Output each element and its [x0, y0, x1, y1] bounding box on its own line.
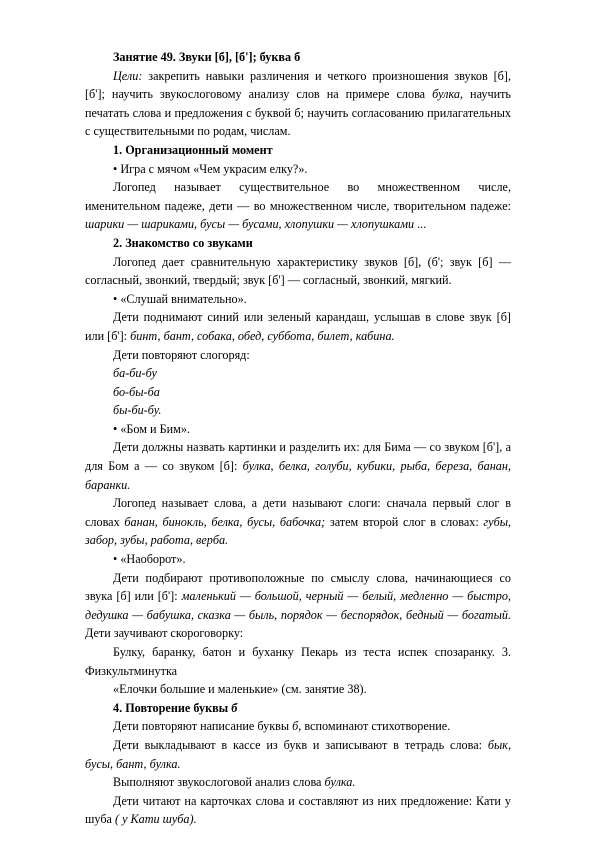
- section-4-text: 4. Повторение буквы: [113, 700, 232, 715]
- syllables-text: Логопед называет слова, а дети называют слоги: сначала первый слог в словах: [85, 496, 511, 529]
- syllables-words-2: губы, забор, зубы, работа, верба.: [85, 514, 512, 548]
- logoped-paragraph-1: [85, 178, 511, 234]
- section-4-heading: [85, 699, 511, 718]
- section-4-letter: б: [231, 700, 238, 715]
- repeat-line: Дети повторяют слогоряд:: [113, 347, 250, 362]
- pencil-words: бинт, бант, собака, обед, суббота, билет, кабина.: [130, 328, 395, 343]
- opposites-end: Дети заучивают скороговорку:: [85, 626, 244, 641]
- syllables-paragraph: [85, 494, 511, 550]
- game-1: • Игра с мячом «Чем украсим елку?».: [113, 161, 308, 176]
- analysis-line: [85, 773, 511, 792]
- compare-paragraph: Логопед дает сравнительную характеристику звуков [б], (б'; звук [б] — согласный, звонкий, твердый; звук [б'] — согласный, звонкий, мягкий.: [85, 254, 511, 288]
- tongue-twister: Булку, баранку, батон и буханку Пекарь из теста испек спозаранку. 3. Физкультминутка: [85, 645, 511, 678]
- pencil-paragraph: [85, 308, 511, 345]
- game-2: • «Слушай внимательно».: [113, 291, 247, 306]
- syllables-mid: затем второй слог в словах:: [325, 514, 484, 529]
- kassa-paragraph: [85, 736, 511, 773]
- bim-paragraph: [85, 438, 511, 494]
- goals-text: закрепить навыки различения и четкого произношения звуков [б], [б']; научить звукослоговому анализу слов на примере слова: [85, 68, 511, 102]
- syllables-words-1: банан, бинокль, белка, бусы, бабочка;: [124, 514, 326, 529]
- syllable-row-1: ба-би-бу: [113, 366, 157, 381]
- opposites-paragraph: [85, 569, 511, 643]
- game-3: • «Бом и Бим».: [113, 421, 190, 436]
- syllable-row-3: бы-би-бу.: [113, 403, 162, 418]
- bim-words: булка, белка, голуби, кубики, рыба, береза, банан, баранки.: [85, 459, 511, 492]
- logoped-end: ...: [414, 217, 427, 232]
- kassa-text: Дети выкладывают в кассе из букв и записывают в тетрадь слова:: [113, 737, 488, 752]
- pencil-text: Дети поднимают синий или зеленый карандаш, услышав в слове звук [б] или [б']:: [85, 310, 511, 343]
- analysis-text: Выполняют звукослоговой анализ слова: [113, 775, 325, 790]
- cards-paragraph: [85, 792, 511, 829]
- page-title: Занятие 49. Звуки [б], [б']; буква б: [113, 50, 301, 64]
- section-1-heading: 1. Организационный момент: [113, 142, 273, 157]
- cards-paren: ( у Кати шуба).: [114, 812, 197, 827]
- opposites-words: маленький — большой, черный — белый, медленно — быстро, дедушка — бабушка, сказка — быль, порядок — беспорядок, бедный — богатый.: [85, 589, 511, 622]
- analysis-word: булка.: [324, 775, 356, 790]
- opposites-text: Дети подбирают противоположные по смыслу слова, начинающиеся со звука [б] или [б']:: [85, 570, 511, 604]
- bim-text: Дети должны назвать картинки и разделить их: для Бима — со звуком [б'], а для Бом а — со звуком [б]:: [85, 440, 511, 474]
- goals-text-2: научить печатать слова и предложения с буквой б; научить согласованию прилагательных с существительными по родам, числам.: [85, 87, 511, 139]
- letter-end: вспоминают стихотворение.: [301, 719, 451, 734]
- game-4: • «Наоборот».: [113, 552, 186, 567]
- logoped-text-1: Логопед называет существительное во множественном числе, именительном падеже, дети — во множественном числе, творительном падеже:: [85, 180, 511, 213]
- section-2-heading: 2. Знакомство со звуками: [113, 235, 253, 250]
- letter-b: б,: [292, 719, 302, 734]
- goals-paragraph: [85, 67, 511, 141]
- kassa-words: бык, бусы, бант, булка.: [85, 737, 511, 771]
- fir-trees-line: «Елочки большие и маленькие» (см. занятие 38).: [113, 682, 367, 697]
- goals-label: Цели:: [113, 68, 143, 83]
- syllable-row-2: бо-бы-ба: [113, 384, 160, 399]
- letter-text: Дети повторяют написание буквы: [113, 719, 293, 734]
- letter-paragraph: [85, 717, 511, 736]
- document-page: [85, 48, 511, 829]
- logoped-examples: шарики — шариками, бусы — бусами, хлопушки — хлопушками: [85, 217, 415, 232]
- goals-word: булка,: [432, 87, 464, 102]
- cards-text: Дети читают на карточках слова и составляют из них предложение: Кати у шуба: [85, 793, 511, 827]
